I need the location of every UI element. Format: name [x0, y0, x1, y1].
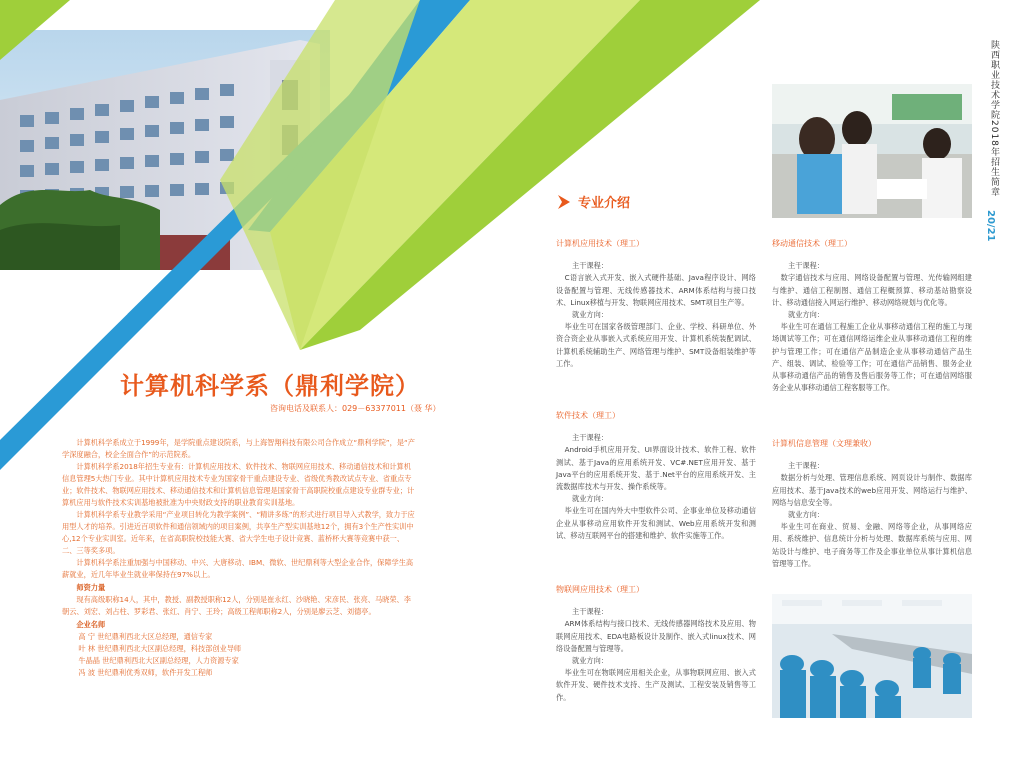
- page-number: 20/21: [985, 210, 996, 242]
- intro-paragraph: 计算机科学系专业教学采用“产业项目转化为教学案例”、“精讲多练”的形式进行项目导入式教学，致力于应用型人才的培养。引进近百项软件和通信领域内的项目案例，共享生产型实训基地12个，拥有3个生产性实训中心,12个专业实训室。近年来，在省高职院校技能大赛、省大学生电子设计竞赛、蓝桥杯大赛等竞赛中获一、二、三等奖多项。: [62, 510, 415, 555]
- expert-item: 叶 林 世纪鼎利西北大区副总经理，科技部创业导师: [78, 644, 242, 653]
- career-text: 毕业生可在国内外大中型软件公司、企事业单位及移动通信企业从事移动应用软件开发和测试、Web应用系统开发和测试、移动互联网平台的搭建和维护、软件实施等工作。: [556, 506, 756, 540]
- faculty-heading: 师资力量: [76, 583, 106, 592]
- course-label: 主干课程：: [572, 261, 608, 271]
- course-label: 主干课程：: [572, 433, 608, 443]
- section-heading: [556, 192, 630, 211]
- major-name: 物联网应用技术（理工）: [556, 585, 644, 594]
- arrow-right-icon: [556, 194, 572, 210]
- career-text: 毕业生可在通信工程施工企业从事移动通信工程的施工与现场调试等工作；可在通信网络运维企业从事移动通信工程的维护与管理工作；可在通信产品制造企业从事移动通信产品生产、组装、调试、检验等工作；可在通信产品销售、服务企业从事移动通信产品的销售及售后服务等工作；可在通信网络服务企业从事移动通信工程客服等工作。: [772, 322, 972, 393]
- course-label: 主干课程：: [572, 607, 608, 617]
- major-block: [772, 438, 972, 570]
- section-title: 专业介绍: [578, 196, 631, 211]
- major-block: [556, 238, 756, 370]
- career-text: 毕业生可在国家各级管理部门、企业、学校、科研单位、外资合资企业从事嵌入式系统应用开发、计算机系统装配调试、计算机系统辅助生产、网络管理与维护、SMT设备组装维护等工作。: [556, 322, 756, 368]
- contact-info: 咨询电话及联系人：029－63377011（聂 华）: [270, 404, 441, 413]
- career-label: 就业方向：: [572, 656, 608, 666]
- career-label: 就业方向：: [572, 494, 608, 504]
- course-label: 主干课程：: [788, 261, 824, 271]
- course-list: C语言嵌入式开发、嵌入式硬件基础、Java程序设计、网络设备配置与管理、无线传感器技术、ARM体系结构与接口技术、Linux移植与开发、物联网应用技术、SMT项目生产等。: [556, 273, 756, 307]
- major-name: 计算机应用技术（理工）: [556, 239, 644, 248]
- career-label: 就业方向：: [572, 310, 608, 320]
- major-block: [556, 410, 756, 542]
- experts-heading: 企业名师: [76, 620, 106, 629]
- major-block: [556, 584, 756, 704]
- career-text: 毕业生可在商业、贸易、金融、网络等企业，从事网络应用、系统维护、信息统计分析与处理、数据库系统与应用、网站设计与维护、电子商务等工作及企事业单位从事计算机信息管理等工作。: [772, 522, 972, 568]
- career-label: 就业方向：: [788, 510, 824, 520]
- course-list: ARM体系结构与接口技术、无线传感器网络技术及应用、物联网应用技术、EDA电路板设计及制作、嵌入式linux技术、网络设备配置与管理等。: [556, 619, 756, 653]
- workshop-photo: [772, 594, 972, 718]
- expert-item: 冯 波 世纪鼎利优秀双师，软件开发工程师: [78, 668, 213, 677]
- brochure-side-title: 陕西职业技术学院2018年招生简章: [989, 40, 999, 197]
- lab-photo: [772, 84, 972, 218]
- intro-paragraph: 计算机科学系注重加强与中国移动、中兴、大唐移动、IBM、微软、世纪鼎利等大型企业合作，保障学生高薪就业，近几年毕业生就业率保持在97%以上。: [62, 558, 414, 579]
- course-label: 主干课程：: [788, 461, 824, 471]
- career-label: 就业方向：: [788, 310, 824, 320]
- course-list: 数据分析与处理、管理信息系统、网页设计与制作、数据库应用技术、基于Java技术的web应用开发、网络运行与维护、网络与信息安全等。: [772, 473, 972, 507]
- major-name: 移动通信技术（理工）: [772, 239, 852, 248]
- intro-paragraph: 计算机科学系成立于1999年，是学院重点建设院系，与上海智翔科技有限公司合作成立“鼎利学院”，是“产学深度融合，校企全面合作”的示范院系。: [62, 438, 415, 459]
- course-list: Android手机应用开发、UI界面设计技术、软件工程、软件测试、基于Java的应用系统开发、VC#.NET应用开发、基于Java平台的应用系统开发、基于.Net平台的应用系统开发、主流数据库技术与开发、操作系统等。: [556, 445, 756, 492]
- intro-paragraph: 计算机科学系2018年招生专业有：计算机应用技术、软件技术、物联网应用技术、移动通信技术和计算机信息管理5大热门专业。其中计算机应用技术专业为国家骨干重点建设专业、省级优秀教改试点专业、省重点专业；软件技术、物联网应用技术、移动通信技术和计算机信息管理是国家骨干高职院校重点建设专业群专业；计算机应用与软件技术实训基地被批准为中央财政支持的职业教育实训基地。: [62, 462, 415, 507]
- expert-item: 高 宁 世纪鼎利西北大区总经理，通信专家: [78, 632, 213, 641]
- major-block: [772, 238, 972, 394]
- career-text: 毕业生可在物联网应用相关企业，从事物联网应用、嵌入式软件开发、硬件技术支持、生产及测试、工程安装及销售等工作。: [556, 668, 756, 702]
- department-title: 计算机科学系（鼎利学院）: [120, 372, 420, 400]
- course-list: 数字通信技术与应用、网络设备配置与管理、光传输网组建与维护、通信工程制图、通信工程概预算、移动基站勘察设计、移动通信接入网运行维护、移动网络规划与优化等。: [772, 273, 972, 307]
- department-intro: [62, 437, 417, 679]
- major-name: 软件技术（理工）: [556, 411, 620, 420]
- major-name: 计算机信息管理（文理兼收）: [772, 439, 876, 448]
- expert-item: 牛晶晶 世纪鼎利西北大区副总经理，人力资源专家: [78, 656, 239, 665]
- faculty-text: 现有高级职称14人，其中，教授、副教授职称12人，分别是崔永红、沙晓艳、宋彦民、张亮、马晓荣、李朝云、刘宏、刘占柱、罗彩君、张红、肖宁、王玲；高级工程师职称2人，分别是廖云芝、刘德亭。: [62, 595, 411, 616]
